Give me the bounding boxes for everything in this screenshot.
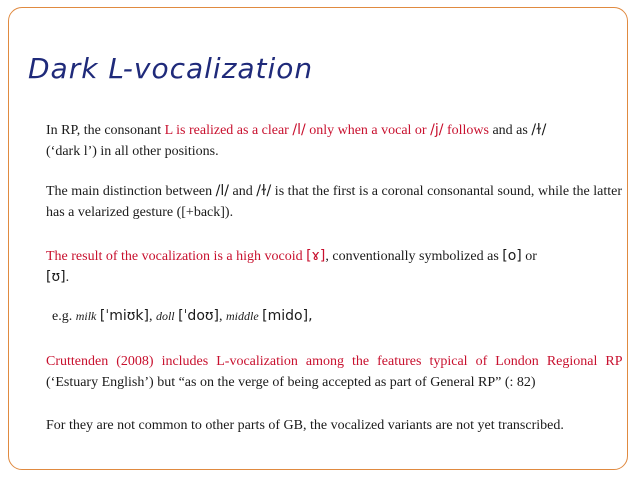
ipa-upsilon: [ʊ] [46,269,66,285]
highlight-text: follows [443,123,489,138]
ipa-dark-l: /ɫ/ [256,183,272,199]
example-transcription: [ˈdoʊ] [178,308,219,324]
ipa-clear-l: /l/ [215,183,229,199]
text-segment: and [228,184,257,199]
example-word: doll [155,309,175,323]
highlight-text: L is realized as a clear [164,123,293,138]
slide-title: Dark L-vocalization [28,52,314,85]
paragraph-transcription-note: For they are not common to other parts of GB, the vocalized variants are not yet transcribed. [46,418,564,433]
paragraph-rp-realization [46,120,622,162]
example-transcription: [mido], [262,308,313,324]
ipa-dark-l: /ɫ/ [531,122,547,138]
ipa-j: /j/ [430,122,444,138]
text-segment: (‘Estuary English’) but “as on the verge of being accepted as part of General RP” (: 82) [46,375,536,390]
text-segment: or [521,249,537,264]
text-segment: . [65,270,70,285]
highlight-text: The result of the vocalization is a high vocoid [46,249,307,264]
paragraph-cruttenden [46,351,622,393]
text-segment: and as [488,123,532,138]
paragraph-examples: e.g. milk [ˈmiʊk], doll [ˈdoʊ], middle [mido], [52,308,313,324]
paragraph-distinction [46,181,622,223]
example-word: middle [226,309,259,323]
example-transcription: [ˈmiʊk] [99,308,149,324]
highlight-text: Cruttenden (2008) includes L-vocalization among the features typical of London Regional RP [46,354,622,369]
text-segment: The main distinction between [46,184,216,199]
text-segment: (‘dark l’) in all other positions. [46,144,219,159]
example-word: milk [75,309,97,323]
text-segment: In RP, the consonant [46,123,165,138]
paragraph-vocalization-result [46,246,622,288]
ipa-vocoid: [ɤ] [306,248,326,264]
text-segment: e.g. [52,309,76,324]
ipa-o: [o] [502,248,522,264]
ipa-clear-l: /l/ [292,122,306,138]
text-segment: is that the first is a coronal consonantal sound, while the latter has a velarized gesture ([+back]). [46,184,622,220]
highlight-text: only when a vocal or [305,123,431,138]
text-segment: , conventionally symbolized as [325,249,503,264]
